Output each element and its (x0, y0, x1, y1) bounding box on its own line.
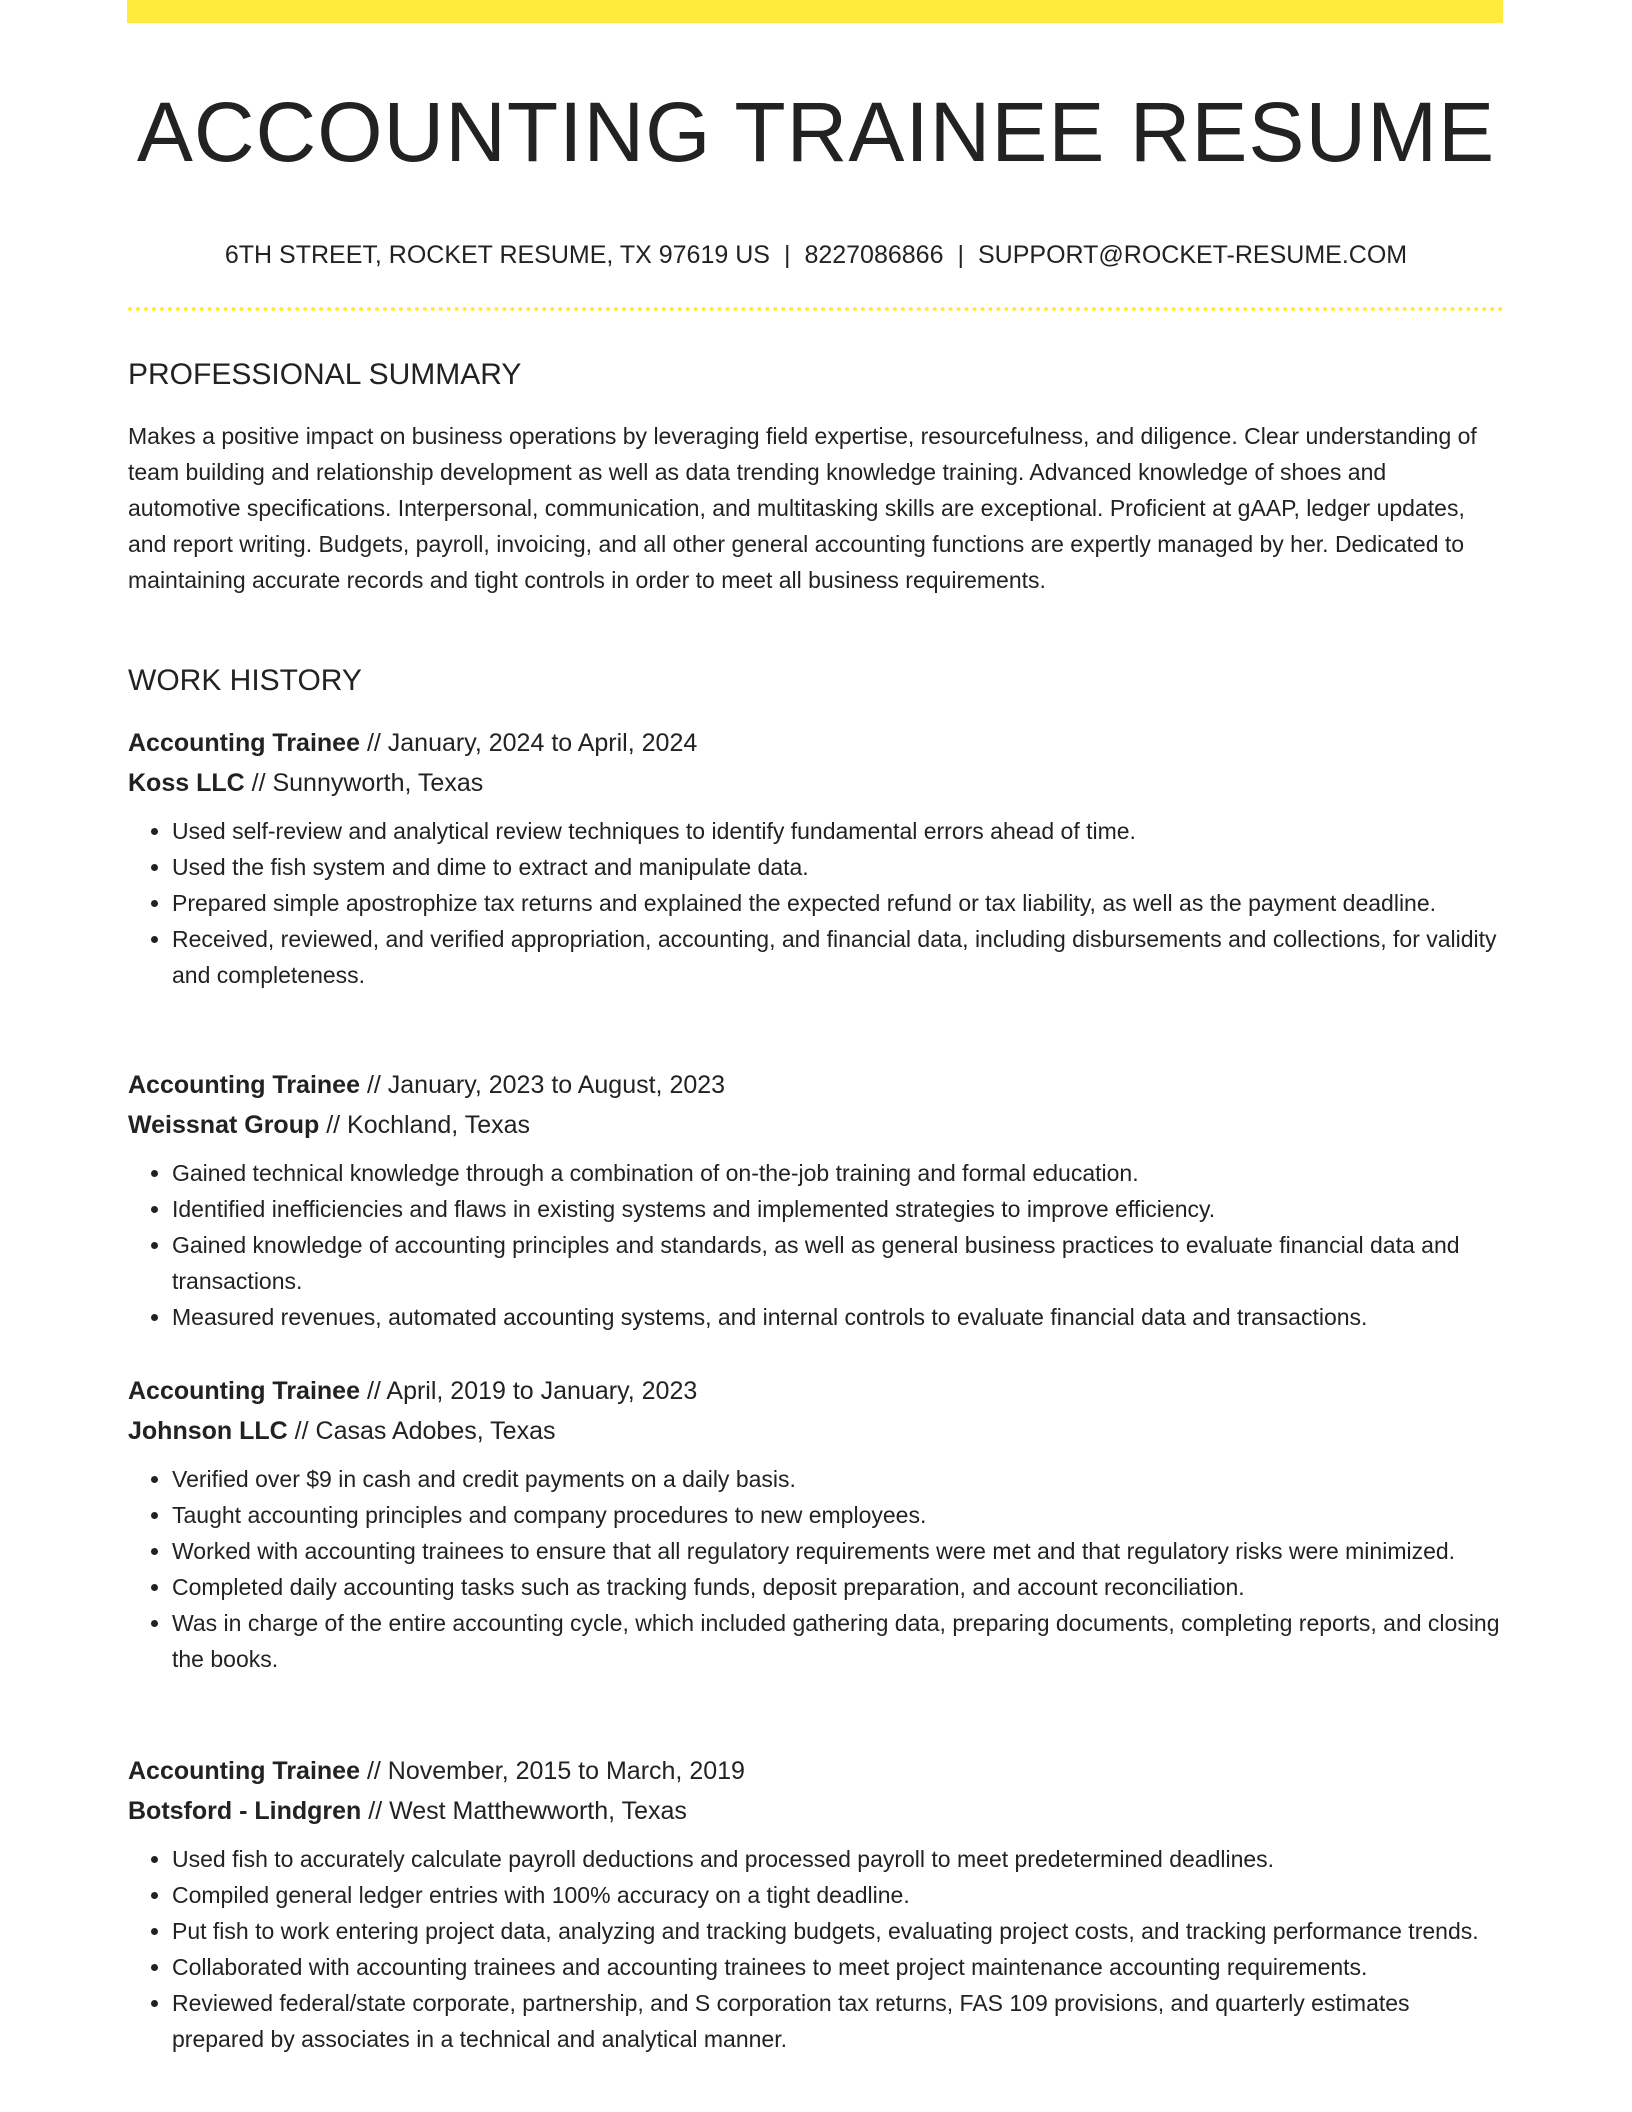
job-bullet: • Compiled general ledger entries with 100% accuracy on a tight deadline. (172, 1877, 1504, 1913)
contact-phone: 8227086866 (804, 241, 944, 269)
job-bullet: • Taught accounting principles and company procedures to new employees. (172, 1497, 1504, 1533)
contact-line (128, 238, 1504, 272)
job-bullet: • Identified inefficiencies and flaws in existing systems and implemented strategies to improve efficiency. (172, 1191, 1504, 1227)
job-entry (128, 1371, 1504, 1677)
job-bullet: • Completed daily accounting tasks such as tracking funds, deposit preparation, and account reconciliation. (172, 1569, 1504, 1605)
job-title: Accounting Trainee (128, 729, 360, 757)
job-company-line (128, 1411, 1504, 1451)
top-accent-bar (127, 0, 1503, 23)
job-title: Accounting Trainee (128, 1377, 360, 1405)
job-location: // Casas Adobes, Texas (294, 1417, 556, 1445)
job-bullet: • Verified over $9 in cash and credit payments on a daily basis. (172, 1461, 1504, 1497)
contact-address: 6TH STREET, ROCKET RESUME, TX 97619 US (224, 241, 770, 269)
contact-email: SUPPORT@ROCKET-RESUME.COM (977, 241, 1408, 269)
job-bullet: • Gained knowledge of accounting principles and standards, as well as general business practices to evaluate financial data and transactions. (172, 1227, 1504, 1299)
job-title-line (128, 1751, 1504, 1791)
summary-heading: PROFESSIONAL SUMMARY (128, 358, 522, 391)
job-company: Koss LLC (128, 769, 245, 797)
job-bullet: • Used self-review and analytical review techniques to identify fundamental errors ahead of time. (172, 813, 1504, 849)
job-bullets (128, 1155, 1504, 1335)
job-dates: // April, 2019 to January, 2023 (366, 1377, 698, 1405)
job-bullet: • Prepared simple apostrophize tax returns and explained the expected refund or tax liability, as well as the payment deadline. (172, 885, 1504, 921)
job-dates: // January, 2024 to April, 2024 (366, 729, 698, 757)
job-bullet: • Worked with accounting trainees to ensure that all regulatory requirements were met and that regulatory risks were minimized. (172, 1533, 1504, 1569)
work-history-heading: WORK HISTORY (128, 664, 362, 697)
job-dates: // January, 2023 to August, 2023 (366, 1071, 726, 1099)
job-company: Weissnat Group (128, 1111, 320, 1139)
contact-separator: | (957, 241, 964, 269)
job-bullets (128, 813, 1504, 993)
job-entry (128, 723, 1504, 993)
job-bullet: • Was in charge of the entire accounting cycle, which included gathering data, preparing documents, completing reports, and closing the books. (172, 1605, 1504, 1677)
job-title: Accounting Trainee (128, 1757, 360, 1785)
job-title-line (128, 1371, 1504, 1411)
job-dates: // November, 2015 to March, 2019 (366, 1757, 745, 1785)
job-company: Johnson LLC (128, 1417, 288, 1445)
job-title-line (128, 1065, 1504, 1105)
job-entry (128, 1751, 1504, 2057)
job-bullet: • Measured revenues, automated accounting systems, and internal controls to evaluate financial data and transactions. (172, 1299, 1504, 1335)
job-bullet: • Used the fish system and dime to extract and manipulate data. (172, 849, 1504, 885)
summary-text: Makes a positive impact on business operations by leveraging field expertise, resourcefulness, and diligence. Clear understanding of team building and relationship development as well as data trending knowledge training. Advanced knowledge of shoes and automotive specifications. Interpersonal, communication, and multitasking skills are exceptional. Proficient at gAAP, ledger updates, and report writing. Budgets, payroll, invoicing, and all other general accounting functions are expertly managed by her. Dedicated to maintaining accurate records and tight controls in order to meet all business requirements. (128, 423, 1477, 593)
job-company-line (128, 1105, 1504, 1145)
job-bullet: • Gained technical knowledge through a combination of on-the-job training and formal education. (172, 1155, 1504, 1191)
contact-separator: | (783, 241, 791, 269)
job-bullet: • Put fish to work entering project data, analyzing and tracking budgets, evaluating project costs, and tracking performance trends. (172, 1913, 1504, 1949)
job-entry (128, 1065, 1504, 1335)
job-bullet: • Used fish to accurately calculate payroll deductions and processed payroll to meet predetermined deadlines. (172, 1841, 1504, 1877)
job-title-line (128, 723, 1504, 763)
job-bullets (128, 1461, 1504, 1677)
job-bullet: • Collaborated with accounting trainees and accounting trainees to meet project maintenance accounting requirements. (172, 1949, 1504, 1985)
job-location: // Kochland, Texas (326, 1111, 531, 1139)
job-title: Accounting Trainee (128, 1071, 360, 1099)
job-company-line (128, 763, 1504, 803)
resume-title: ACCOUNTING TRAINEE RESUME (136, 85, 1496, 179)
job-bullet: • Received, reviewed, and verified appropriation, accounting, and financial data, including disbursements and collections, for validity and completeness. (172, 921, 1504, 993)
job-company: Botsford - Lindgren (128, 1797, 362, 1825)
dotted-divider (128, 307, 1504, 311)
job-location: // West Matthewworth, Texas (368, 1797, 687, 1825)
job-company-line (128, 1791, 1504, 1831)
job-bullet: • Reviewed federal/state corporate, partnership, and S corporation tax returns, FAS 109 provisions, and quarterly estimates prepared by associates in a technical and analytical manner. (172, 1985, 1504, 2057)
job-bullets (128, 1841, 1504, 2057)
job-location: // Sunnyworth, Texas (251, 769, 484, 797)
